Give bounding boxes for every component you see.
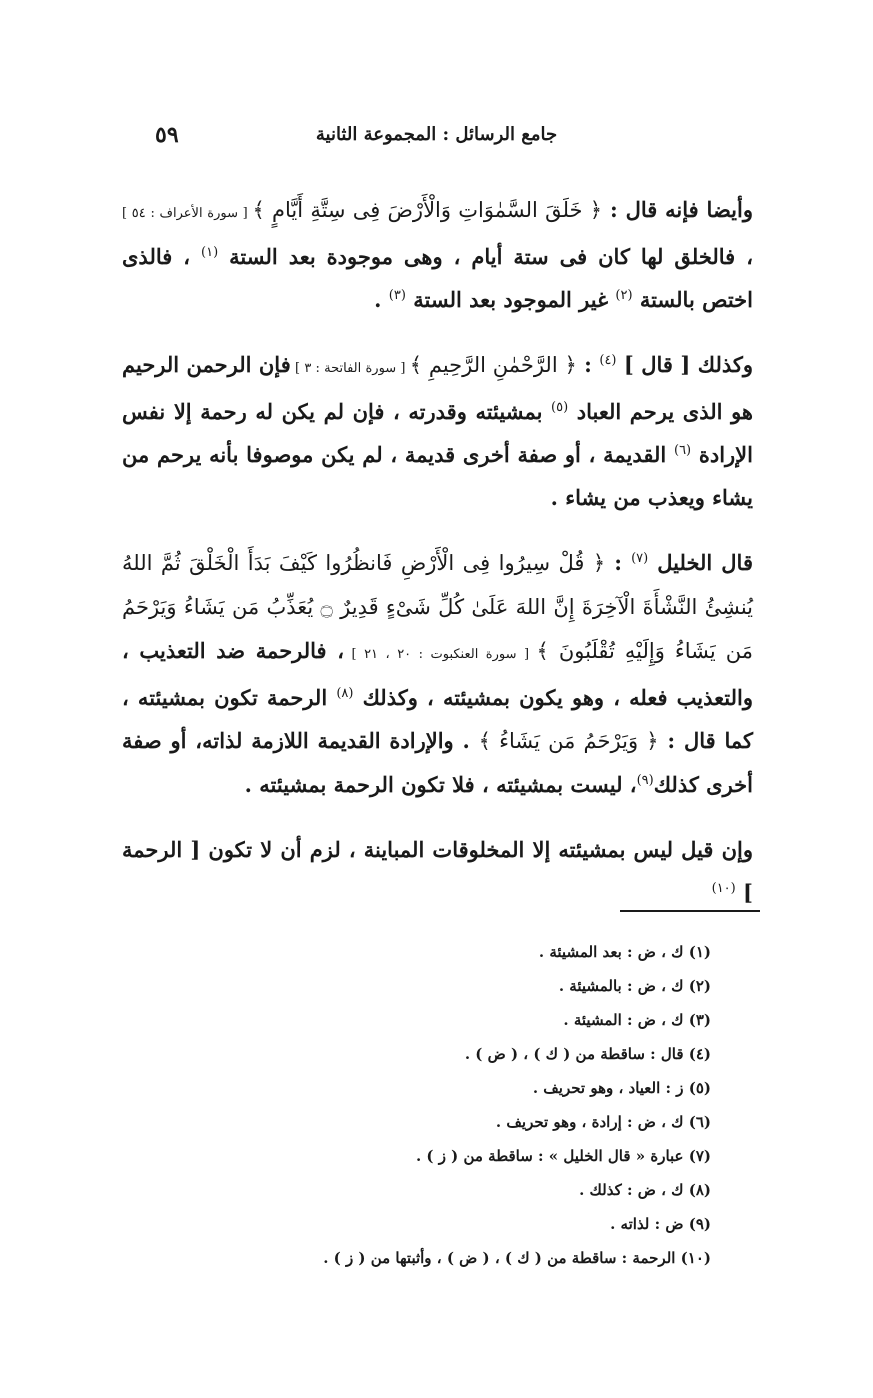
footnote-item: (٥) ز : العياد ، وهو تحريف . [532,1079,711,1097]
text-run: . والإرادة القديمة اللازمة لذاته، أو صفة أخرى كذلك [122,728,753,797]
paragraph [122,188,753,321]
footnote-item: (٤) قال : ساقطة من ( ك ) ، ( ض ) . [464,1045,711,1063]
paragraph [122,541,753,806]
text-run: وأيضا فإنه قال : [602,197,753,222]
footnote-marker: (٩) [636,773,654,788]
quran-verse: ﴿ خَلَقَ السَّمٰوَاتِ وَالْأَرْضَ فِى سِتَّةِ أَيَّامٍ ﴾ [252,198,603,222]
footnote-item: (٦) ك ، ض : إرادة ، وهو تحريف . [495,1113,711,1131]
text-run: وإن قيل ليس بمشيئته إلا المخلوقات المباينة ، لزم أن لا تكون [ الرحمة ] [122,837,753,905]
text-run: قال الخليل [648,550,753,575]
text-run: فإن الرحمن الرحيم هو الذى يرحم العباد [122,352,753,424]
verse-citation: [ سورة العنكبوت : ٢٠ ، ٢١ ] [344,647,537,662]
footnote-item: (٨) ك ، ض : كذلك . [579,1181,711,1199]
paragraph [122,343,753,519]
text-run: الرحمة تكون بمشيئته ، كما قال : [122,685,753,753]
footnote-marker: (٢) [615,288,633,303]
verse-citation: [ سورة الفاتحة : ٣ ] [290,361,410,376]
footnote-item: (١) ك ، ض : بعد المشيئة . [538,943,711,961]
text-run: القديمة ، أو صفة أخرى قديمة ، لم يكن موصوفا بأنه يرحم من يشاء ويعذب من يشاء . [122,442,753,510]
footnote-marker: (١٠) [711,881,736,896]
footnote-item: (٧) عبارة « قال الخليل » : ساقطة من ( ز ) . [415,1147,711,1165]
footnote-marker: (١) [201,245,219,260]
page-number: ٥٩ [155,122,179,148]
footnote-marker: (٤) [599,353,617,368]
text-run: ، فالخلق لها كان فى ستة أيام ، وهى موجودة بعد الستة [218,244,753,269]
footnote-marker: (٨) [336,686,354,701]
main-text [122,188,753,936]
text-run: : [576,352,600,377]
footnote-item: (٣) ك ، ض : المشيئة . [563,1011,711,1029]
text-run: ، ليست بمشيئته ، فلا تكون الرحمة بمشيئته . [244,772,637,797]
quran-verse: ﴿ وَيَرْحَمُ مَن يَشَاءُ ﴾ [478,729,659,753]
paragraph [122,828,753,914]
verse-citation: [ سورة الأعراف : ٥٤ ] [122,206,253,221]
footnote-marker: (٧) [631,551,649,566]
text-run: وكذلك [ قال ] [616,352,754,377]
footnote-item: (٢) ك ، ض : بالمشيئة . [558,977,711,995]
text-run: . [374,287,389,312]
text-run: غير الموجود بعد الستة [405,287,616,312]
text-run: ، فالذى اختص بالستة [122,244,753,312]
footnote-marker: (٥) [551,400,569,415]
footnotes [120,935,711,1275]
text-run: : [605,550,632,575]
running-head [125,122,748,152]
quran-verse: ﴿ قُلْ سِيرُوا فِى الْأَرْضِ فَانظُرُوا كَيْفَ بَدَأَ الْخَلْقَ ثُمَّ اللهُ يُنشِئُ النَّشْأَةَ الْآخِرَةَ إِنَّ اللهَ عَلَىٰ كُلِّ شَىْءٍ قَدِيرٌ ۝ يُعَذِّبُ مَن يَشَاءُ وَيَرْحَمُ مَن يَشَاءُ وَإِلَيْهِ تُقْلَبُونَ ﴾ [122,551,754,663]
footnote-separator [620,910,760,912]
text-run: ، فالرحمة ضد التعذيب ، والتعذيب فعله ، وهو يكون بمشيئته ، وكذلك [122,638,753,710]
text-run: بمشيئته وقدرته ، فإن لم يكن له رحمة إلا نفس الإرادة [122,399,753,467]
footnote-marker: (٦) [673,443,692,458]
footnote-item: (١٠) الرحمة : ساقطة من ( ك ) ، ( ض ) ، وأثبتها من ( ز ) . [323,1249,711,1267]
footnote-item: (٩) ض : لذاته . [610,1215,711,1233]
footnote-marker: (٣) [388,288,406,303]
running-title: جامع الرسائل : المجموعة الثانية [315,124,558,145]
quran-verse: ﴿ الرَّحْمٰنِ الرَّحِيمِ ﴾ [409,353,577,377]
